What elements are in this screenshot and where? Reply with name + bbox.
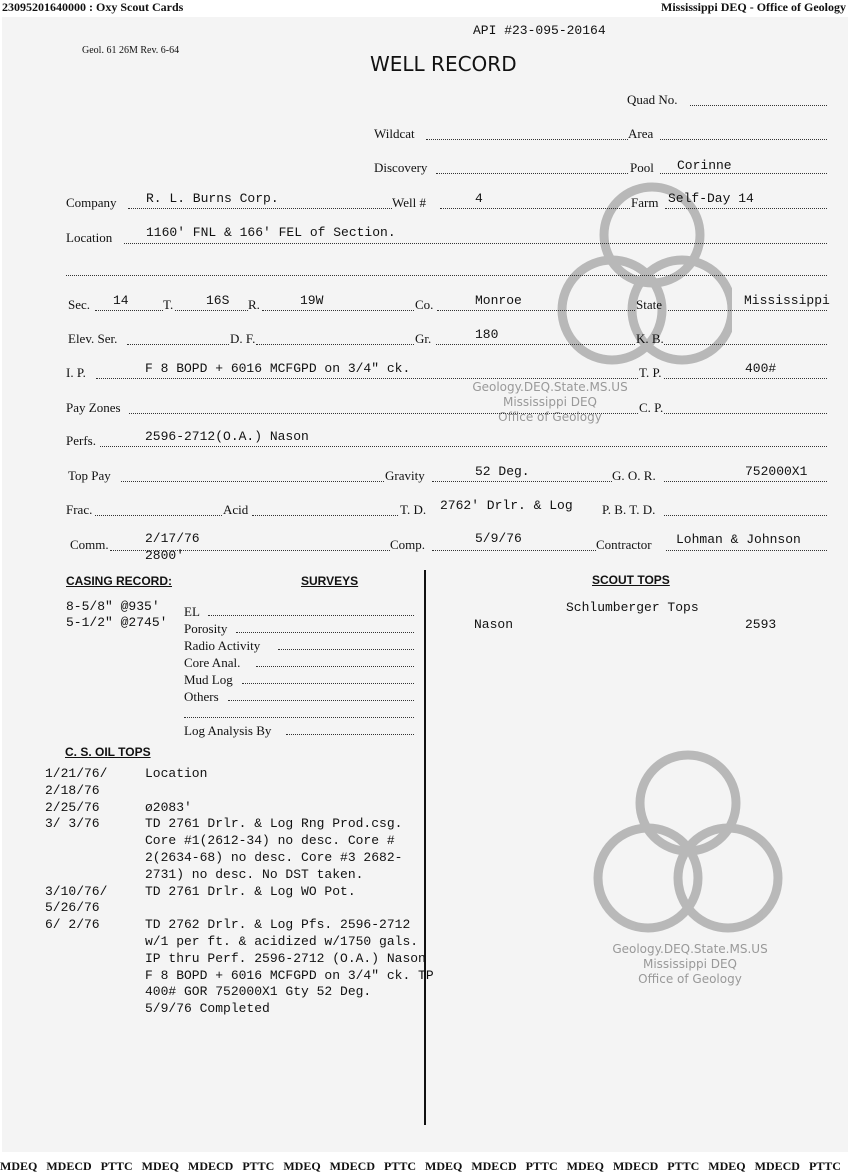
label-well: Well # bbox=[392, 195, 426, 210]
watermark-office: Office of Geology bbox=[498, 410, 602, 424]
document-id: 23095201640000 : Oxy Scout Cards bbox=[2, 0, 184, 14]
list-item bbox=[45, 1001, 435, 1018]
label-pool: Pool bbox=[630, 160, 654, 175]
value-contractor: Lohman & Johnson bbox=[676, 532, 801, 547]
casing-item: 5-1/2" @2745' bbox=[66, 615, 168, 630]
label-kb: K. B. bbox=[636, 331, 664, 346]
value-comm-depth: 2800' bbox=[145, 548, 185, 563]
label-pbtd: P. B. T. D. bbox=[602, 502, 656, 517]
scout-top-depth: 2593 bbox=[745, 617, 777, 632]
survey-row bbox=[184, 620, 414, 637]
survey-label: Core Anal. bbox=[184, 655, 241, 670]
watermark-org: Mississippi DEQ bbox=[502, 395, 597, 409]
watermark-org: Mississippi DEQ bbox=[642, 957, 737, 971]
oil-tops-heading: C. S. OIL TOPS bbox=[65, 745, 151, 759]
survey-label: Mud Log bbox=[184, 672, 233, 687]
entry-date: 2/25/76 bbox=[45, 799, 100, 815]
form-number: Geol. 61 26M Rev. 6-64 bbox=[82, 45, 180, 56]
entry-date: 1/21/76/ bbox=[45, 766, 108, 781]
label-ip: I. P. bbox=[66, 365, 86, 380]
value-state: Mississippi bbox=[744, 293, 830, 308]
label-state: State bbox=[636, 297, 662, 312]
scout-tops-subtitle: Schlumberger Tops bbox=[566, 600, 699, 615]
entry-text: ø2083' bbox=[145, 799, 192, 815]
value-gr: 180 bbox=[475, 327, 499, 342]
value-well: 4 bbox=[475, 191, 483, 206]
label-company: Company bbox=[66, 195, 117, 210]
survey-label: Radio Activity bbox=[184, 638, 261, 653]
label-frac: Frac. bbox=[66, 502, 93, 517]
label-td: T. D. bbox=[400, 502, 427, 517]
watermark-logo-icon bbox=[588, 748, 788, 948]
label-pay-zones: Pay Zones bbox=[66, 400, 121, 415]
entry-text bbox=[145, 900, 435, 917]
label-comm: Comm. bbox=[70, 537, 109, 552]
label-county: Co. bbox=[415, 297, 434, 312]
list-item bbox=[45, 800, 435, 817]
label-location: Location bbox=[66, 230, 113, 245]
entry-date: 6/ 2/76 bbox=[45, 917, 100, 933]
value-location: 1160' FNL & 166' FEL of Section. bbox=[146, 225, 396, 240]
label-acid: Acid bbox=[223, 502, 249, 517]
value-gor: 752000X1 bbox=[745, 464, 808, 479]
label-r: R. bbox=[248, 297, 260, 312]
survey-row bbox=[184, 671, 414, 688]
entry-text: TD 2761 Drlr. & Log Rng Prod.csg. Core #1(2612-34) no desc. Core # 2(2634-68) no desc. Core #3 2682-2731) no desc. No DST taken. bbox=[145, 816, 403, 882]
value-farm: Self-Day 14 bbox=[668, 191, 754, 206]
surveys-heading: SURVEYS bbox=[301, 574, 359, 588]
log-analysis-label: Log Analysis By bbox=[184, 723, 272, 738]
entry-text: 5/9/76 Completed bbox=[145, 1001, 270, 1017]
value-county: Monroe bbox=[475, 293, 522, 308]
watermark-url: Geology.DEQ.State.MS.US bbox=[612, 942, 768, 956]
survey-row bbox=[184, 654, 414, 671]
watermark-url: Geology.DEQ.State.MS.US bbox=[472, 380, 628, 394]
label-elev: Elev. Ser. bbox=[68, 331, 118, 346]
watermark-office: Office of Geology bbox=[638, 972, 742, 986]
entry-text: TD 2762 Drlr. & Log Pfs. 2596-2712 w/1 per ft. & acidized w/1750 gals. IP thru Perf. 2596-2712 (O.A.) Nason F 8 BOPD + 6016 MCFGPD on 3/4" ck. TP 400# GOR 752000X1 Gty 52 Deg. bbox=[145, 917, 434, 1000]
label-top-pay: Top Pay bbox=[68, 468, 111, 483]
value-td: 2762' Drlr. & Log bbox=[440, 498, 573, 513]
scout-top-name: Nason bbox=[474, 617, 514, 632]
value-tp: 400# bbox=[745, 361, 777, 376]
label-quad: Quad No. bbox=[627, 92, 678, 107]
label-farm: Farm bbox=[631, 195, 659, 210]
footer-watermark: MDEQ MDECD PTTC MDEQ MDECD PTTC MDEQ MDECD PTTC MDEQ MDECD PTTC MDEQ MDECD PTTC MDEQ MDECD PTTC bbox=[0, 1159, 841, 1173]
value-pool: Corinne bbox=[677, 158, 732, 173]
entry-text: Location bbox=[145, 766, 208, 781]
value-gravity: 52 Deg. bbox=[475, 464, 530, 479]
label-cp: C. P. bbox=[639, 400, 664, 415]
entry-text bbox=[145, 783, 435, 800]
label-tp: T. P. bbox=[639, 365, 662, 380]
value-sec: 14 bbox=[113, 293, 129, 308]
api-number: API #23-095-20164 bbox=[473, 23, 606, 38]
header-source: Mississippi DEQ - Office of Geology bbox=[661, 0, 846, 14]
entry-date: 3/ 3/76 bbox=[45, 816, 100, 832]
entry-text: TD 2761 Drlr. & Log WO Pot. bbox=[145, 883, 356, 899]
label-area: Area bbox=[628, 126, 654, 141]
survey-label: Others bbox=[184, 689, 219, 704]
entry-date: 5/26/76 bbox=[45, 900, 100, 916]
list-item bbox=[45, 900, 435, 917]
list-item bbox=[45, 816, 435, 883]
survey-row bbox=[184, 603, 414, 620]
list-item bbox=[45, 917, 435, 1001]
label-contractor: Contractor bbox=[596, 537, 652, 552]
scout-tops-heading: SCOUT TOPS bbox=[592, 573, 670, 587]
value-perfs: 2596-2712(O.A.) Nason bbox=[145, 429, 309, 444]
casing-item: 8-5/8" @935' bbox=[66, 599, 160, 614]
value-t: 16S bbox=[206, 293, 230, 308]
label-perfs: Perfs. bbox=[66, 433, 96, 448]
survey-label: EL bbox=[184, 604, 200, 619]
list-item bbox=[45, 783, 435, 800]
value-r: 19W bbox=[300, 293, 324, 308]
label-sec: Sec. bbox=[68, 297, 91, 312]
list-item bbox=[45, 884, 435, 901]
log-analysis-row bbox=[184, 722, 414, 739]
label-gr: Gr. bbox=[415, 331, 432, 346]
value-comm: 2/17/76 bbox=[145, 531, 200, 546]
label-gravity: Gravity bbox=[385, 468, 425, 483]
label-df: D. F. bbox=[230, 331, 256, 346]
page-title: WELL RECORD bbox=[370, 52, 517, 76]
label-comp: Comp. bbox=[390, 537, 426, 552]
label-discovery: Discovery bbox=[374, 160, 428, 175]
oil-tops-list bbox=[45, 766, 435, 1018]
label-gor: G. O. R. bbox=[612, 468, 656, 483]
survey-label: Porosity bbox=[184, 621, 228, 636]
survey-row bbox=[184, 637, 414, 654]
entry-date: 2/18/76 bbox=[45, 782, 100, 798]
list-item bbox=[45, 766, 435, 783]
survey-row bbox=[184, 688, 414, 705]
casing-record-heading: CASING RECORD: bbox=[66, 574, 173, 588]
entry-date: 3/10/76/ bbox=[45, 883, 108, 899]
entry-date bbox=[45, 1001, 145, 1018]
label-wildcat: Wildcat bbox=[374, 126, 415, 141]
value-ip: F 8 BOPD + 6016 MCFGPD on 3/4" ck. bbox=[145, 361, 411, 376]
value-comp: 5/9/76 bbox=[475, 531, 522, 546]
label-t: T. bbox=[163, 297, 174, 312]
value-company: R. L. Burns Corp. bbox=[146, 191, 279, 206]
